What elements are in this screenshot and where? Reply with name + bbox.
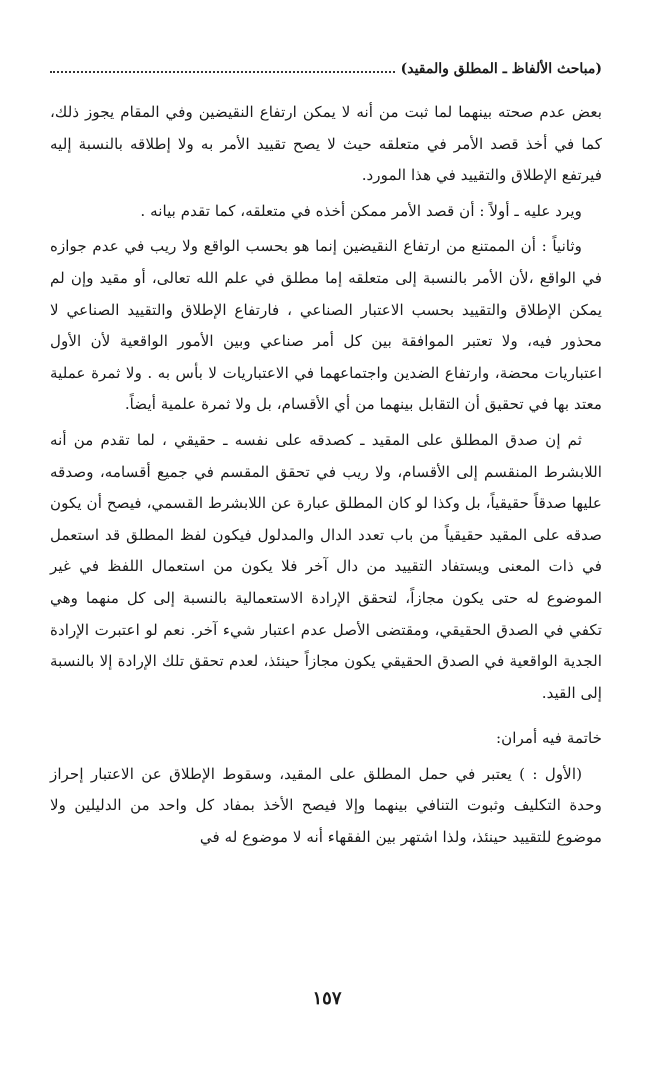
paragraph-first-matter: (الأول : ) يعتبر في حمل المطلق على المقيد، وسقوط الإطلاق عن الاعتبار إحراز وحدة التكليف وثبوت التنافي بينهما وإلا فيصح الأخذ بمفاد كل واحد من الدليلين ولا موضوع للتقييد حينئذ، ولذا اشتهر بين الفقهاء أنه لا موضوع له في [50, 764, 602, 847]
body-text [50, 97, 602, 854]
running-head [50, 58, 602, 80]
paragraph-continuation: بعض عدم صحته بينهما لما ثبت من أنه لا يمكن ارتفاع النقيضين وفي المقام يجوز ذلك، كما في أخذ قصد الأمر في متعلقه حيث لا يصح تقييد الأمر به ولا إطلاقه بالنسبة إليه فيرتفع الإطلاق والتقييد في هذا المورد. [50, 103, 602, 185]
page-number: ١٥٧ [312, 988, 342, 1009]
paragraph-objection-first: ويرد عليه ـ أولاً : أن قصد الأمر ممكن أخذه في متعلقه، كما تقدم بيانه . [140, 201, 582, 220]
section-heading-conclusion: خاتمة فيه أمران: [495, 729, 602, 748]
running-head-title: (مباحث الألفاظ ـ المطلق والمقيد) [400, 61, 602, 77]
paragraph-objection-second: وثانياً : أن الممتنع من ارتفاع النقيضين إنما هو بحسب الواقع ولا ريب في عدم جوازه في الواقع ،لأن الأمر بالنسبة إلى متعلقه إما مطلق في علم الله تعالى، أو مقيد وإن لم يمكن الإطلاق والتقييد بحسب الاعتبار الصناعي ، فارتفاع الإطلاق والتقييد الصناعي لا محذور فيه، ولا تعتبر الموافقة بين كل أمر صناعي وبين الأمور الواقعية لأن الأول اعتباريات محضة، وارتفاع الضدين واجتماعهما في الاعتباريات لا بأس به . ولا ثمرة عملية معتد بها في تحقيق أن التقابل بينهما من أي الأقسام، بل ولا ثمرة علمية أيضاً. [50, 237, 602, 414]
running-head-dotted-rule [50, 71, 395, 73]
paragraph-true-predication: ثم إن صدق المطلق على المقيد ـ كصدقه على نفسه ـ حقيقي ، لما تقدم من أنه اللابشرط المنقسم إلى الأقسام، ولا ريب في تحقق المقسم في جميع أقسامه، وصدقه عليها صدقاً حقيقياً، بل وكذا لو كان المطلق عبارة عن اللابشرط القسمي، فيصح أن يكون صدقه على المقيد حقيقياً من باب تعدد الدال والمدلول فيكون لفظ المطلق قد استعمل في ذات المعنى ويستفاد التقييد من دال آخر فلا يكون من استعمال اللفظ في غير الموضوع له حتى يكون مجازاً، لتحقق الإرادة الاستعمالية بالنسبة إلى كل منهما وهي تكفي في الصدق الحقيقي، ومقتضى الأصل عدم اعتبار شيء آخر. نعم لو اعتبرت الإرادة الجدية الواقعية في الصدق الحقيقي يكون مجازاً حينئذ، لعدم تحقق تلك الإرادة إلا بالنسبة إلى القيد. [50, 430, 602, 702]
